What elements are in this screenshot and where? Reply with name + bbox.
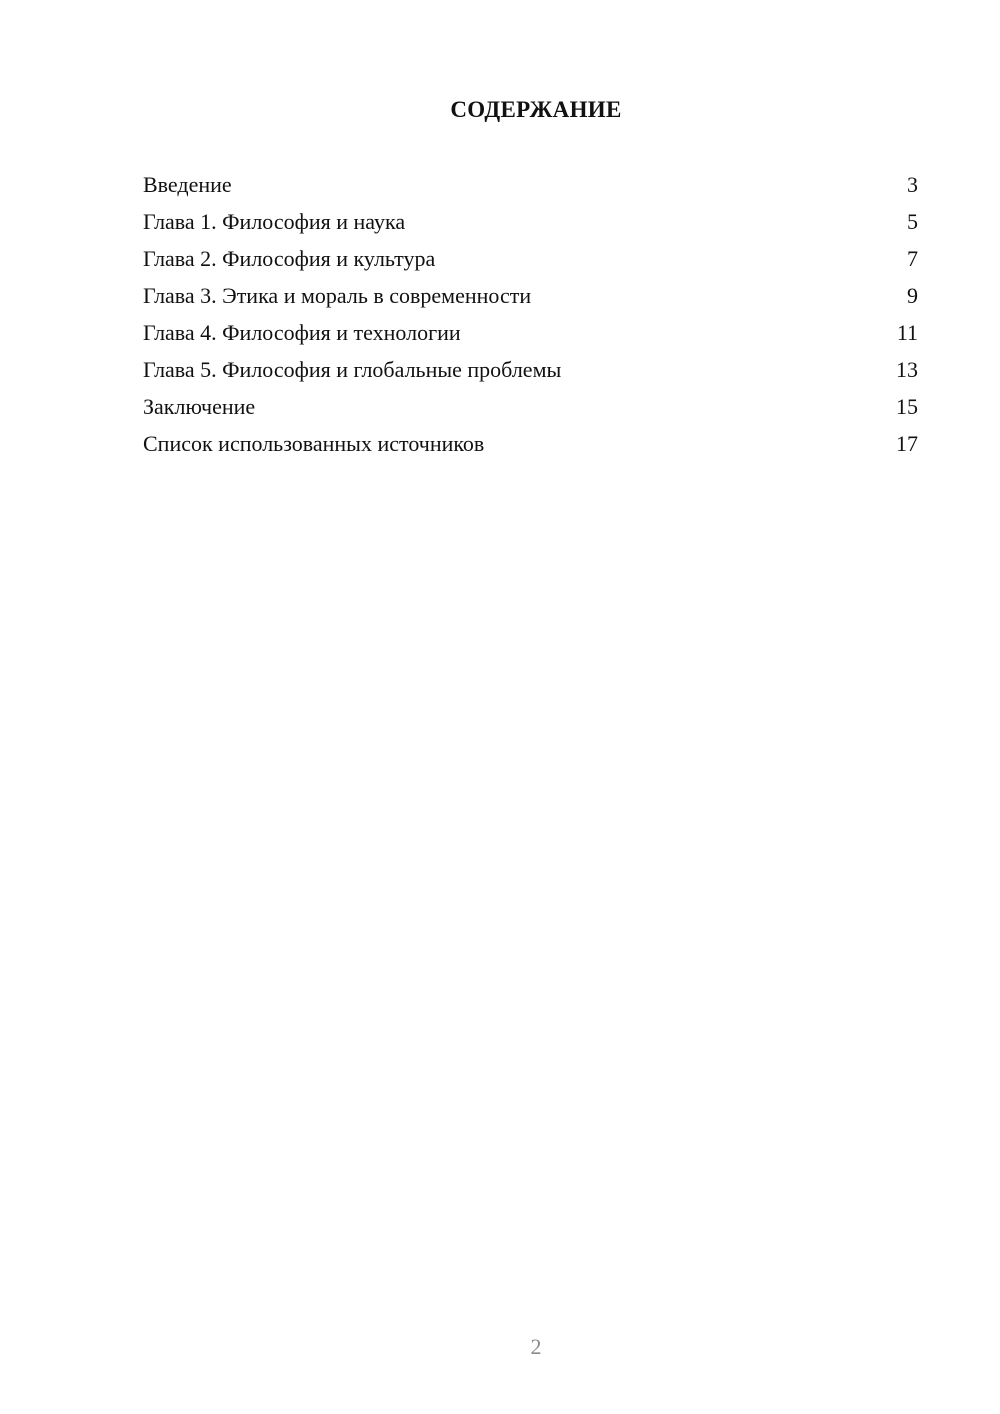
page-number: 2: [530, 1334, 542, 1359]
toc-entry-page: 3: [907, 172, 918, 197]
toc-entry-title: Глава 2. Философия и культура: [143, 246, 436, 271]
toc-entry-page: 9: [907, 283, 918, 308]
toc-entry-chapter-3: [143, 279, 918, 316]
toc-entry-page: 13: [896, 357, 918, 382]
toc-entry-title: Список использованных источников: [143, 431, 485, 456]
toc-entry-title: Заключение: [143, 394, 256, 419]
toc-entry-title: Глава 5. Философия и глобальные проблемы: [143, 357, 562, 382]
toc-entry-chapter-5: [143, 353, 918, 390]
toc-entry-introduction: [143, 168, 918, 205]
toc-entry-title: Глава 3. Этика и мораль в современности: [143, 283, 532, 308]
toc-entry-page: 15: [896, 394, 918, 419]
page-title: СОДЕРЖАНИЕ: [450, 97, 622, 122]
toc-entry-chapter-2: [143, 242, 918, 279]
toc-entry-chapter-4: [143, 316, 918, 353]
toc-entry-page: 17: [896, 431, 918, 456]
toc-entry-title: Глава 4. Философия и технологии: [143, 320, 461, 345]
toc-entry-references: [143, 427, 918, 464]
toc-entry-conclusion: [143, 390, 918, 427]
table-of-contents: [143, 168, 918, 464]
toc-entry-chapter-1: [143, 205, 918, 242]
toc-entry-title: Введение: [143, 172, 232, 197]
toc-entry-page: 11: [896, 320, 918, 345]
toc-entry-page: 7: [907, 246, 918, 271]
toc-entry-page: 5: [907, 209, 918, 234]
toc-entry-title: Глава 1. Философия и наука: [143, 209, 406, 234]
